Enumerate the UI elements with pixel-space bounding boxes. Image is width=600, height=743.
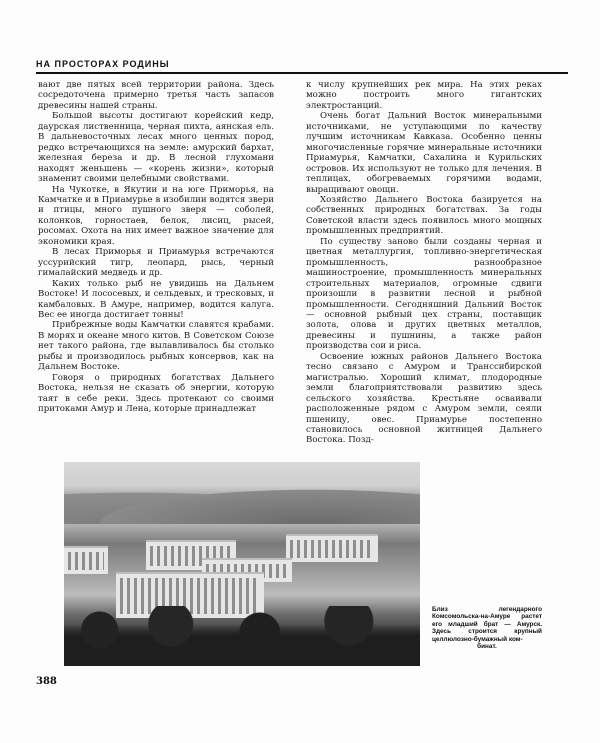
paragraph: Прибрежные воды Камчатки славятся крабами. В морях и океане много китов. В Советском Союзе нет такого района, где вылавливалось бы столько рыбы и производилось рыбных консервов, как на Дальнем Востоке. bbox=[38, 320, 274, 373]
figure-caption bbox=[432, 606, 542, 650]
left-column bbox=[38, 80, 274, 415]
paragraph: В лесах Приморья и Приамурья встречаются уссурийский тигр, леопард, рысь, черный гималайский медведь и др. bbox=[38, 247, 274, 279]
page-number: 388 bbox=[36, 676, 57, 687]
right-column bbox=[306, 80, 542, 446]
paragraph: Каких только рыб не увидишь на Дальнем Востоке! И лососевых, и сельдевых, и тресковых, и камбаловых. В Амуре, например, водится калуга. Вес ее иногда достигает тонны! bbox=[38, 278, 274, 320]
paragraph: Хозяйство Дальнего Востока базируется на собственных природных богатствах. За годы Советской власти здесь появилось много мощных промышленных предприятий. bbox=[306, 194, 542, 237]
paragraph: По существу заново были созданы черная и цветная металлургия, топливно-энергетическая промышленность, разнообразное машиностроение, промышленность минеральных строительных материалов, огромные сдвиги произошли в развитии лесной и рыбной промышленности. Сегодняшний Дальний Восток — основной рыбный цех страны, поставщик золота, олова и других цветных металлов, древесины и пушнины, а также район производства сои и риса. bbox=[306, 236, 542, 352]
header-rule bbox=[36, 72, 568, 74]
paragraph: вают две пятых всей территории района. Здесь сосредоточена примерно третья часть запасов древесины нашей страны. bbox=[38, 80, 274, 111]
building bbox=[286, 534, 378, 562]
caption-text-end: бинат. bbox=[477, 643, 497, 651]
building bbox=[64, 546, 108, 574]
paragraph: Очень богат Дальний Восток минеральными источниками, не уступающими по качеству лучшим источникам Кавказа. Особенно ценны многочисленные горячие минеральные источники Приамурья, Камчатки, Сахалина и Курильских островов. Их используют не только для лечения. В теплицах, обогреваемых горячими водами, выращивают овощи. bbox=[306, 111, 542, 195]
paragraph: Освоение южных районов Дальнего Востока тесно связано с Амуром и Транссибирской магистралью. Хороший климат, плодородные земли благоприятствовали развитию здесь сельского хозяйства. Крестьяне осваивали расположенные рядом с Амуром земли, сеяли пшеницу, овес. Приамурье постепенно становилось основной житницей Дальнего Востока. Позд- bbox=[306, 351, 542, 446]
paragraph: На Чукотке, в Якутии и на юге Приморья, на Камчатке и в Приамурье в изобилии водятся звери и птицы, много пушного зверя — соболей, колонков, горностаев, белок, лисиц, рысей, росомах. Охота на них имеет важное значение для экономики края. bbox=[38, 184, 274, 247]
town-photo bbox=[64, 462, 420, 666]
running-header: НА ПРОСТОРАХ РОДИНЫ bbox=[36, 59, 170, 69]
trees-foreground bbox=[64, 606, 420, 666]
caption-text: Близ легендарного Комсомольска-на-Амуре растет его младший брат — Амурск. Здесь строится крупный целлюлозно-бумажный ком- bbox=[432, 606, 542, 643]
paragraph: к числу крупнейших рек мира. На этих реках можно построить много гигантских электростанций. bbox=[306, 80, 542, 111]
paragraph: Большой высоты достигают корейский кедр, даурская лиственница, черная пихта, аянская ель. В дальневосточных лесах много ценных пород, редко встречающихся на земле: амурский бархат, железная береза и др. В лесной глухомани находят женьшень — «корень жизни», который знаменит своими целебными свойствами. bbox=[38, 111, 274, 185]
paragraph: Говоря о природных богатствах Дальнего Востока, нельзя не сказать об энергии, которую таят в себе реки. Здесь протекают со своими притоками Амур и Лена, которые принадлежат bbox=[38, 372, 274, 415]
hills-background bbox=[64, 484, 420, 524]
